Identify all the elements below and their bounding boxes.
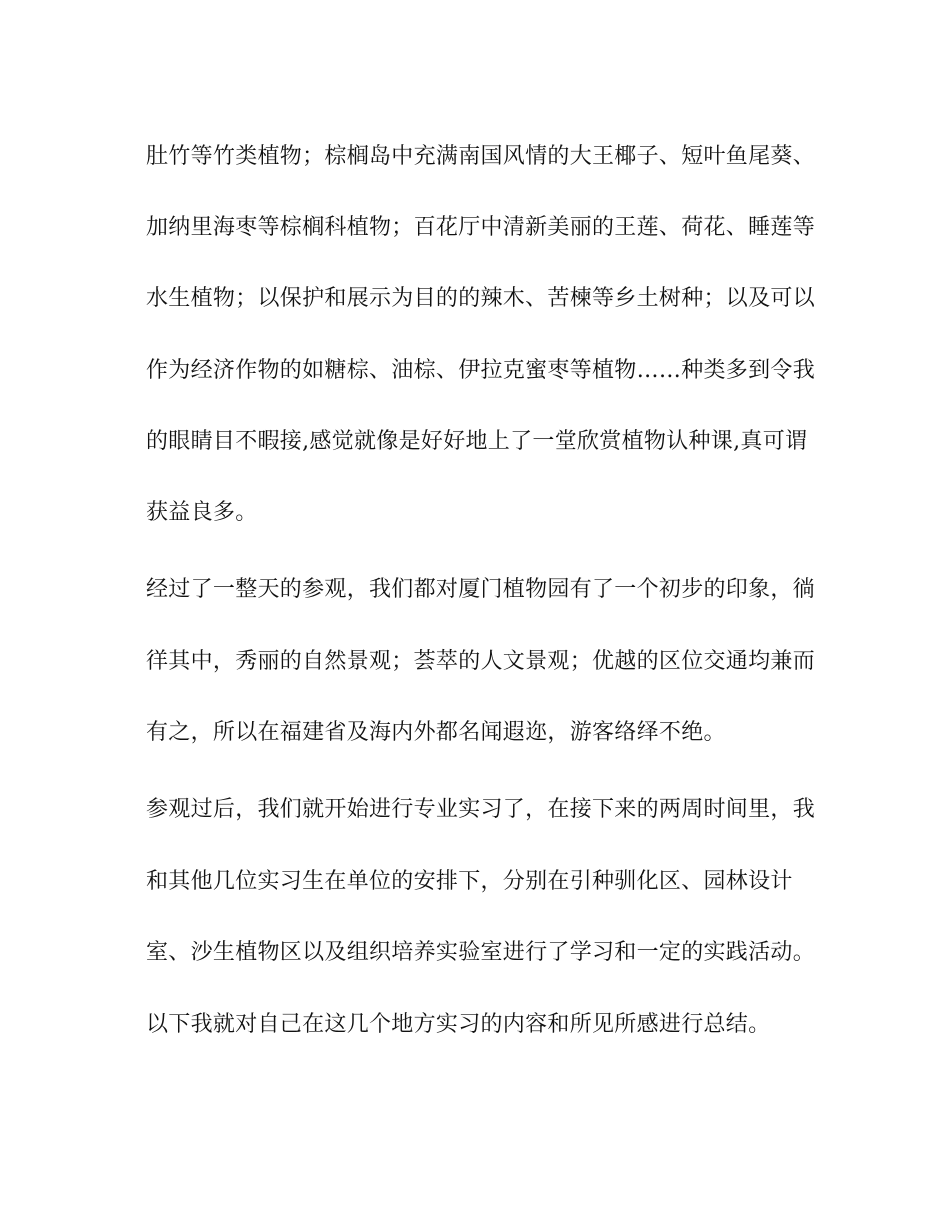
text-line: 徉其中，秀丽的自然景观；荟萃的人文景观；优越的区位交通均兼而 — [146, 649, 816, 674]
text-line: 经过了一整天的参观，我们都对厦门植物园有了一个初步的印象，徜 — [146, 577, 816, 602]
text-line: 有之，所以在福建省及海内外都名闻遐迩，游客络绎不绝。 — [146, 720, 726, 745]
text-line: 获益良多。 — [146, 500, 258, 525]
text-line: 室、沙生植物区以及组织培养实验室进行了学习和一定的实践活动。 — [146, 940, 816, 965]
text-line: 和其他几位实习生在单位的安排下，分别在引种驯化区、园林设计 — [146, 869, 793, 894]
text-line: 加纳里海枣等棕榈科植物；百花厅中清新美丽的王莲、荷花、睡莲等 — [146, 215, 816, 240]
text-line: 肚竹等竹类植物；棕榈岛中充满南国风情的大王椰子、短叶鱼尾葵、 — [146, 144, 816, 169]
text-line: 作为经济作物的如糖棕、油棕、伊拉克蜜枣等植物……种类多到令我 — [146, 358, 816, 383]
text-line: 参观过后，我们就开始进行专业实习了，在接下来的两周时间里，我 — [146, 797, 816, 822]
text-line: 以下我就对自己在这几个地方实习的内容和所见所感进行总结。 — [146, 1012, 771, 1037]
text-line: 水生植物；以保护和展示为目的的辣木、苦楝等乡土树种；以及可以 — [146, 286, 816, 311]
text-line: 的眼睛目不暇接,感觉就像是好好地上了一堂欣赏植物认种课,真可谓 — [146, 429, 808, 454]
